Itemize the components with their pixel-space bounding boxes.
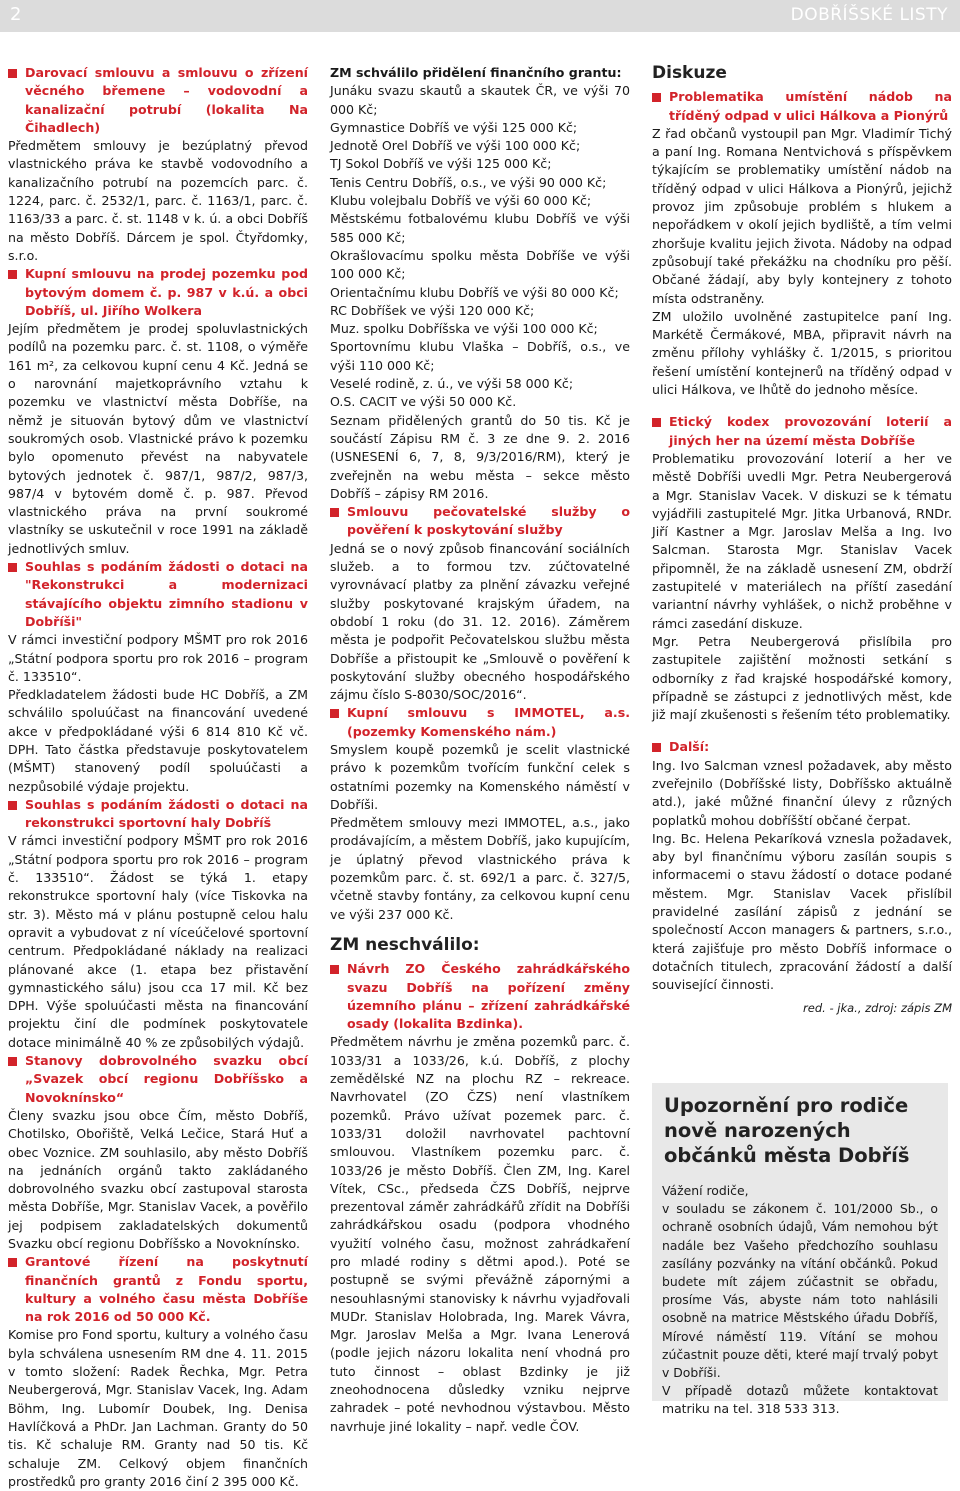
- notice-box: [652, 1083, 948, 1417]
- grant-line: Tenis Centru Dobříš, o.s., ve výši 90 000 Kč;: [330, 174, 607, 190]
- paragraph: Předmětem smlouvy mezi IMMOTEL, a.s., jako prodávajícím, a městem Dobříš, jako kupujícím, je úplatný převod vlastnického práva k pozemkům parc. č. st. 692/1 a parc. č. 327/5, včetně stavby fontány, za celkovou kupní cenu ve výši 237 000 Kč.: [330, 815, 630, 922]
- grant-line: RC Dobříšek ve výši 120 000 Kč;: [330, 302, 535, 318]
- grant-line: Veselé rodině, z. ú., ve výši 58 000 Kč;: [330, 376, 574, 392]
- paragraph: Jejím předmětem je prodej spoluvlastnických podílů na pozemku parc. č. st. 1108, o výměře 161 m², za celkovou kupní cenu 4 Kč. Jedná se o narovnání majetkoprávního vztahu k pozemku ve vlastnictví města Dobříše, na němž je situován bytový dům ve vlastnictví soukromých osob. Vlastnické právo k pozemku bylo opomenuto převést na nabyvatele bytových jednotek č. 987/1, 987/2, 987/3, 987/4 v bytovém domě č. p. 987. Převod vlastnického práva na první soukromé vlastníky se uskutečnil v roce 1991 na základě jednotlivých smluv.: [8, 321, 308, 556]
- paragraph: Ing. Ivo Salcman vznesl požadavek, aby město zveřejnilo (Dobříšské listy, Dobříšsko aktuálně atd.), jaké můžné finanční úlevy z různých poplatků mohou dobříšští občané čerpat.: [652, 757, 952, 828]
- section-heading: Návrh ZO Českého zahrádkářského svazu Dobříš na pořízení změny územního plánu – zřízení zahrádkářské osady (lokalita Bzdinka).: [330, 960, 630, 1033]
- section-heading: Stanovy dobrovolného svazku obcí „Svazek obcí regionu Dobříšsko a Novoknínsko“: [8, 1052, 308, 1107]
- section-title-rejected: ZM neschválilo:: [330, 934, 480, 955]
- subsection-title: ZM schválilo přidělení finančního grantu:: [330, 65, 622, 80]
- notice-body: [662, 1182, 938, 1419]
- column-middle: [330, 64, 630, 1436]
- publication-title: DOBŘÍŠSKÉ LISTY: [790, 5, 948, 25]
- section-title-discussion: Diskuze: [652, 63, 727, 83]
- grant-line: Muz. spolku Dobříšska ve výši 100 000 Kč;: [330, 321, 598, 337]
- source-credit: red. - jka., zdroj: zápis ZM: [803, 1000, 952, 1015]
- notice-paragraph: v souladu se zákonem č. 101/2000 Sb., o ochraně osobních údajů, Vám nemohou být nadále bez Vašeho předchozího souhlasu zasílány pozvánky na vítání občánků. Pokud budete mít zájem zúčastnit se obřadu, prosíme Vás, abyste nám toto nahlásili osobně na matrice Městského úřadu Dobříš, Mírové náměstí 119. Vítání se mohou zúčastnit pouze děti, které mají trvalý pobyt v Dobříši.: [662, 1201, 938, 1381]
- grant-line: Okrašlovacímu spolku města Dobříše ve výši 100 000 Kč;: [330, 247, 630, 282]
- paragraph: Předmětem smlouvy je bezúplatný převod vlastnického práva ke stavbě vodovodního a kanalizačního potrubí na pozemcích parc. č. 1224, parc. č. 2532/1, parc. č. 1163/1, parc. č. 1163/33 a parc. č. st. 1148 v k. ú. a obci Dobříš na město Dobříš. Dárcem je spol. Čtyřdomky, s.r.o.: [8, 138, 308, 263]
- grant-line: Gymnastice Dobříš ve výši 125 000 Kč;: [330, 119, 578, 135]
- grant-line: Junáku svazu skautů a skautek ČR, ve výši 70 000 Kč;: [330, 83, 630, 117]
- notice-title: Upozornění pro rodiče nově narozených občánků města Dobříš: [664, 1094, 910, 1167]
- column-left: [8, 64, 308, 1491]
- section-heading: Kupní smlouvu na prodej pozemku pod bytovým domem č. p. 987 v k.ú. a obci Dobříš, ul. Jiřího Wolkera: [8, 265, 308, 320]
- paragraph: V rámci investiční podpory MŠMT pro rok 2016 „Státní podpora sportu pro rok 2016 – program č. 133510“. Žádost se týká 1. etapy rekonstrukce sportovní haly (více Tiskovka na str. 3). Město má v plánu postupně celou halu opravit a vybudovat z ní víceúčelové sportovní centrum. Předpokládané náklady na realizaci plánované akce (1. etapa bez přistavění gymnastického sálu) jsou cca 17 mil. Kč bez DPH. Výše spoluúčasti města na financování projektu činí dle podmínek poskytovatele dotace minimálně 40 % ze způsobilých výdajů.: [8, 833, 308, 1050]
- page-header: [0, 0, 960, 32]
- notice-paragraph: Vážení rodiče,: [662, 1183, 749, 1198]
- grant-line: Městskému fotbalovému klubu Dobříš ve výši 585 000 Kč;: [330, 211, 630, 245]
- notice-paragraph: V případě dotazů můžete kontaktovat matriku na tel. 318 533 313.: [662, 1383, 938, 1417]
- paragraph: Seznam přidělených grantů do 50 tis. Kč je součástí Zápisu RM č. 3 ze dne 9. 2. 2016 (USNESENÍ 6, 7, 8, 9/3/2016/RM), který je zveřejněn na webu města – sekce město Dobříš – zápisy RM 2016.: [330, 412, 630, 501]
- paragraph: Problematiku provozování loterií a her ve městě Dobříši uvedli Mgr. Petra Neubergerová a Mgr. Stanislav Vacek. V diskuzi se k tématu vyjádřili zastupitelé Mgr. Jitka Urbanová, RNDr. Jiří Kastner a Mgr. Jaroslav Melša a Ing. Ivo Salcman. Starosta Mgr. Stanislav Vacek připomněl, že na základě usnesení ZM, obdrží zastupitelé v materiálech na příští zasedání variantní návrhy vyhlášek, o nichž proběhne v rámci zasedání diskuze.: [652, 450, 952, 631]
- section-heading: Souhlas s podáním žádosti o dotaci na rekonstrukci sportovní haly Dobříš: [8, 796, 308, 833]
- section-heading: Etický kodex provozování loterií a jiných her na území města Dobříše: [652, 413, 952, 450]
- section-heading: Problematika umístění nádob na tříděný odpad v ulici Hálkova a Pionýrů: [652, 88, 952, 125]
- grant-line: TJ Sokol Dobříš ve výši 125 000 Kč;: [330, 156, 552, 172]
- section-heading: Darovací smlouvu a smlouvu o zřízení věcného břemene – vodovodní a kanalizační potrubí (lokalita Na Čihadlech): [8, 64, 308, 137]
- paragraph: ZM uložilo uvolněné zastupitelce paní Ing. Markétě Čermákové, MBA, připravit návrh na změnu přílohy vyhlášky č. 1/2015, s prioritou řešení umístění kontejnerů na tříděný odpad v ulici Hálkova, ve lhůtě do jednoho měsíce.: [652, 308, 952, 398]
- page-number: 2: [10, 4, 22, 25]
- section-heading: Souhlas s podáním žádosti o dotaci na "Rekonstrukci a modernizaci stávajícího objektu zimního stadionu v Dobříši": [8, 558, 308, 631]
- paragraph: Předkladatelem žádosti bude HC Dobříš, a ZM schválilo spoluúčast na financování uvedené akce v předpokládané výši 6 814 810 Kč vč. DPH. Tato částka představuje poskytovatelem (MŠMT) stanovený podíl spoluúčasti a nezpůsobilé výdaje projektu.: [8, 687, 308, 794]
- paragraph: Členy svazku jsou obce Čím, město Dobříš, Chotilsko, Obořiště, Velká Lečice, Stará Huť a obec Voznice. ZM souhlasilo, aby město Dobříš na jednáních orgánů takto zakládaného dobrovolného svazku obcí zastupoval starosta města Dobříše, Mgr. Stanislav Vacek, a pověřilo jej podpisem zakladatelských dokumentů Svazku obcí regionu Dobříšsko a Novoknínsko.: [8, 1107, 308, 1251]
- grant-line: Orientačnímu klubu Dobříš ve výši 80 000 Kč;: [330, 284, 619, 300]
- paragraph: V rámci investiční podpory MŠMT pro rok 2016 „Státní podpora sportu pro rok 2016 – program č. 133510“.: [8, 632, 308, 684]
- section-heading: Grantové řízení na poskytnutí finančních grantů z Fondu sportu, kultury a volného času města Dobříše na rok 2016 od 50 000 Kč.: [8, 1253, 308, 1326]
- section-heading: Smlouvu pečovatelské služby o pověření k poskytování služby: [330, 503, 630, 540]
- grant-line: O.S. CACIT ve výši 50 000 Kč.: [330, 394, 517, 410]
- section-heading: Kupní smlouvu s IMMOTEL, a.s. (pozemky Komenského nám.): [330, 704, 630, 741]
- section-heading: Další:: [652, 738, 952, 756]
- paragraph: Předmětem návrhu je změna pozemků parc. č. 1033/31 a 1033/26, k.ú. Dobříš, z plochy zemědělské NZ na plochu RZ – rekreace. Navrhovatel (ZO ČZS) není vlastníkem pozemků. Právo užívat pozemek parc. č. 1033/31 doložil navrhovatel pachtovní smlouvou. Vlastníkem pozemku parc. č. 1033/26 je město Dobříš. Člen ZM, Ing. Karel Vítek, CSc., předseda ČZS Dobříš, nejprve prezentoval záměr zahrádkářů zřídit na Dobříši zahrádkářskou osadu (podpora vhodného využití volného času, možnost zahrádkaření pro mladé rodiny s dětmi apod.). Poté se postupně se svými převážně zápornými a nesouhlasnými stanovisky k návrhu vyjadřovali MUDr. Stanislav Holobrada, Ing. Marek Vávra, Mgr. Jaroslav Melša a Mgr. Ivana Lenerová (podle jejich názoru lokalita není vhodná pro tuto činnost – oblast Bzdinky je již zneohodnocena důsledky vzniku nejprve zahradek – poté nevhodnou výstavbou. Město navrhuje jiné lokality – např. vedle ČOV.: [330, 1034, 630, 1434]
- grant-line: Jednotě Orel Dobříš ve výši 100 000 Kč;: [330, 138, 581, 154]
- grant-line: Sportovnímu klubu Vlaška – Dobříš, o.s., ve výši 110 000 Kč;: [330, 339, 630, 373]
- paragraph: Jedná se o nový způsob financování sociálních služeb. a to formou tzv. zúčtovatelné vyrovnávací platby za plnění závazku veřejné služby poskytované krajským úřadem, na období 1 roku (do 31. 12. 2016). Záměrem města je podpořit Pečovatelskou službu města Dobříše a přistoupit ke „Smlouvě o pověření k poskytování služby obecného hospodářského zájmu číslo S-8030/SOC/2016“.: [330, 540, 630, 703]
- paragraph: Smyslem koupě pozemků je scelit vlastnické právo k pozemkům tvořícím funkční celek s ostatními pozemky na Komenského náměstí v Dobříši.: [330, 741, 630, 812]
- paragraph: Ing. Bc. Helena Pekaríková vznesla požadavek, aby byl finančnímu výboru zasílán soupis s informacemi o stavu žádostí o dotace podané městem. Mgr. Stanislav Vacek přislíbil pravidelné zasílání zápisů z jednání se společností Accon managers & partners, s.r.o., která zajišťuje pro město Dobříš informace o dotačních titulech, zpracování žádostí a další související činnosti.: [652, 830, 952, 993]
- column-right: [652, 64, 952, 1017]
- grant-line: Klubu volejbalu Dobříš ve výši 60 000 Kč;: [330, 193, 592, 209]
- paragraph: Komise pro Fond sportu, kultury a volného času byla schválena usnesením RM dne 4. 11. 2015 v tomto složení: Radek Řechka, Mgr. Petra Neubergerová, Mgr. Stanislav Vacek, Ing. Adam Böhm, Ing. Lubomír Doubek, Ing. Denisa Havlíčková a PhDr. Jan Lachman. Granty do 50 tis. Kč schaluje RM. Granty nad 50 tis. Kč schaluje ZM. Celkový objem finančních prostředků pro granty 2016 činí 2 395 000 Kč.: [8, 1327, 308, 1489]
- paragraph: Mgr. Petra Neubergerová přislíbila pro zastupitele zajištění možnosti setkání s odborníky z řad krajské hospodářské komory, případně se zástupci z jednotlivých měst, kde již mají zkušenosti s řešením této problematiky.: [652, 633, 952, 723]
- paragraph: Z řad občanů vystoupil pan Mgr. Vladimír Tichý a paní Ing. Romana Nentvichová s příspěvkem týkajícím se problematiky umístění nádob na tříděný odpad v ulici Hálkova a Pionýrů, jejichž provoz jim způsobuje problém s hlukem a nepořádkem v okolí jejich bydliště, a tím velmi zhoršuje kvalitu jejich života. Nádoby na odpad způsobují také překážku na chodníku pro pěší. Občané žádají, aby byly kontejnery z tohoto místa odstraněny.: [652, 125, 952, 306]
